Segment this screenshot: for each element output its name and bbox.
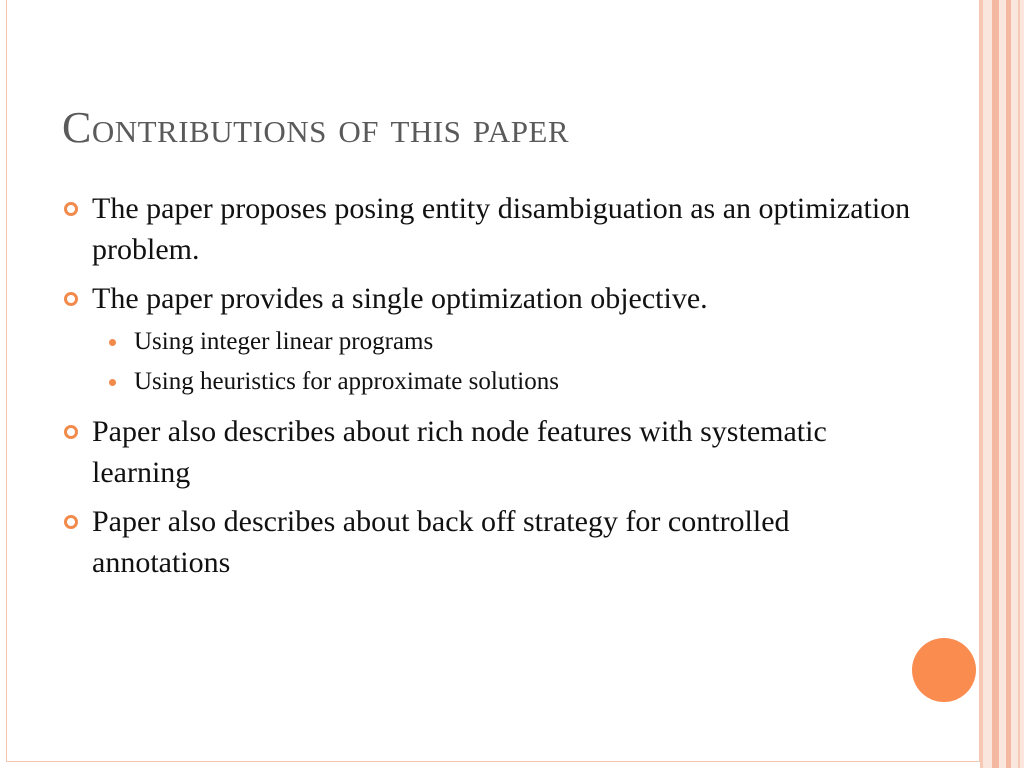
- slide-content: [62, 188, 912, 591]
- dot-bullet-icon: [109, 339, 116, 346]
- slide-title: Contributions of this paper: [62, 103, 570, 152]
- sub-bullet-text: Using integer linear programs: [134, 328, 434, 355]
- sub-bullet-item: [62, 323, 912, 361]
- bullet-text: The paper provides a single optimization objective.: [92, 282, 708, 315]
- sub-bullet-list: [62, 323, 912, 401]
- stripe: [1018, 0, 1020, 768]
- ring-bullet-icon: [64, 515, 78, 529]
- ring-bullet-icon: [64, 202, 78, 216]
- bullet-text: The paper proposes posing entity disambiguation as an optimization problem.: [92, 192, 911, 266]
- dot-bullet-icon: [109, 379, 116, 386]
- stripe: [1006, 0, 1011, 768]
- stripe: [980, 0, 983, 768]
- decorative-stripes: [980, 0, 1024, 768]
- sub-bullet-item: [62, 363, 912, 401]
- bullet-text: Paper also describes about back off strategy for controlled annotations: [92, 505, 790, 579]
- bullet-item: [62, 501, 912, 583]
- bullet-item: [62, 188, 912, 270]
- bullet-item: [62, 411, 912, 493]
- bullet-text: Paper also describes about rich node features with systematic learning: [92, 415, 827, 489]
- bullet-item: [62, 278, 912, 319]
- stripe: [992, 0, 999, 768]
- ring-bullet-icon: [64, 425, 78, 439]
- ring-bullet-icon: [64, 292, 78, 306]
- decorative-circle: [912, 638, 976, 702]
- sub-bullet-text: Using heuristics for approximate solutions: [134, 368, 559, 395]
